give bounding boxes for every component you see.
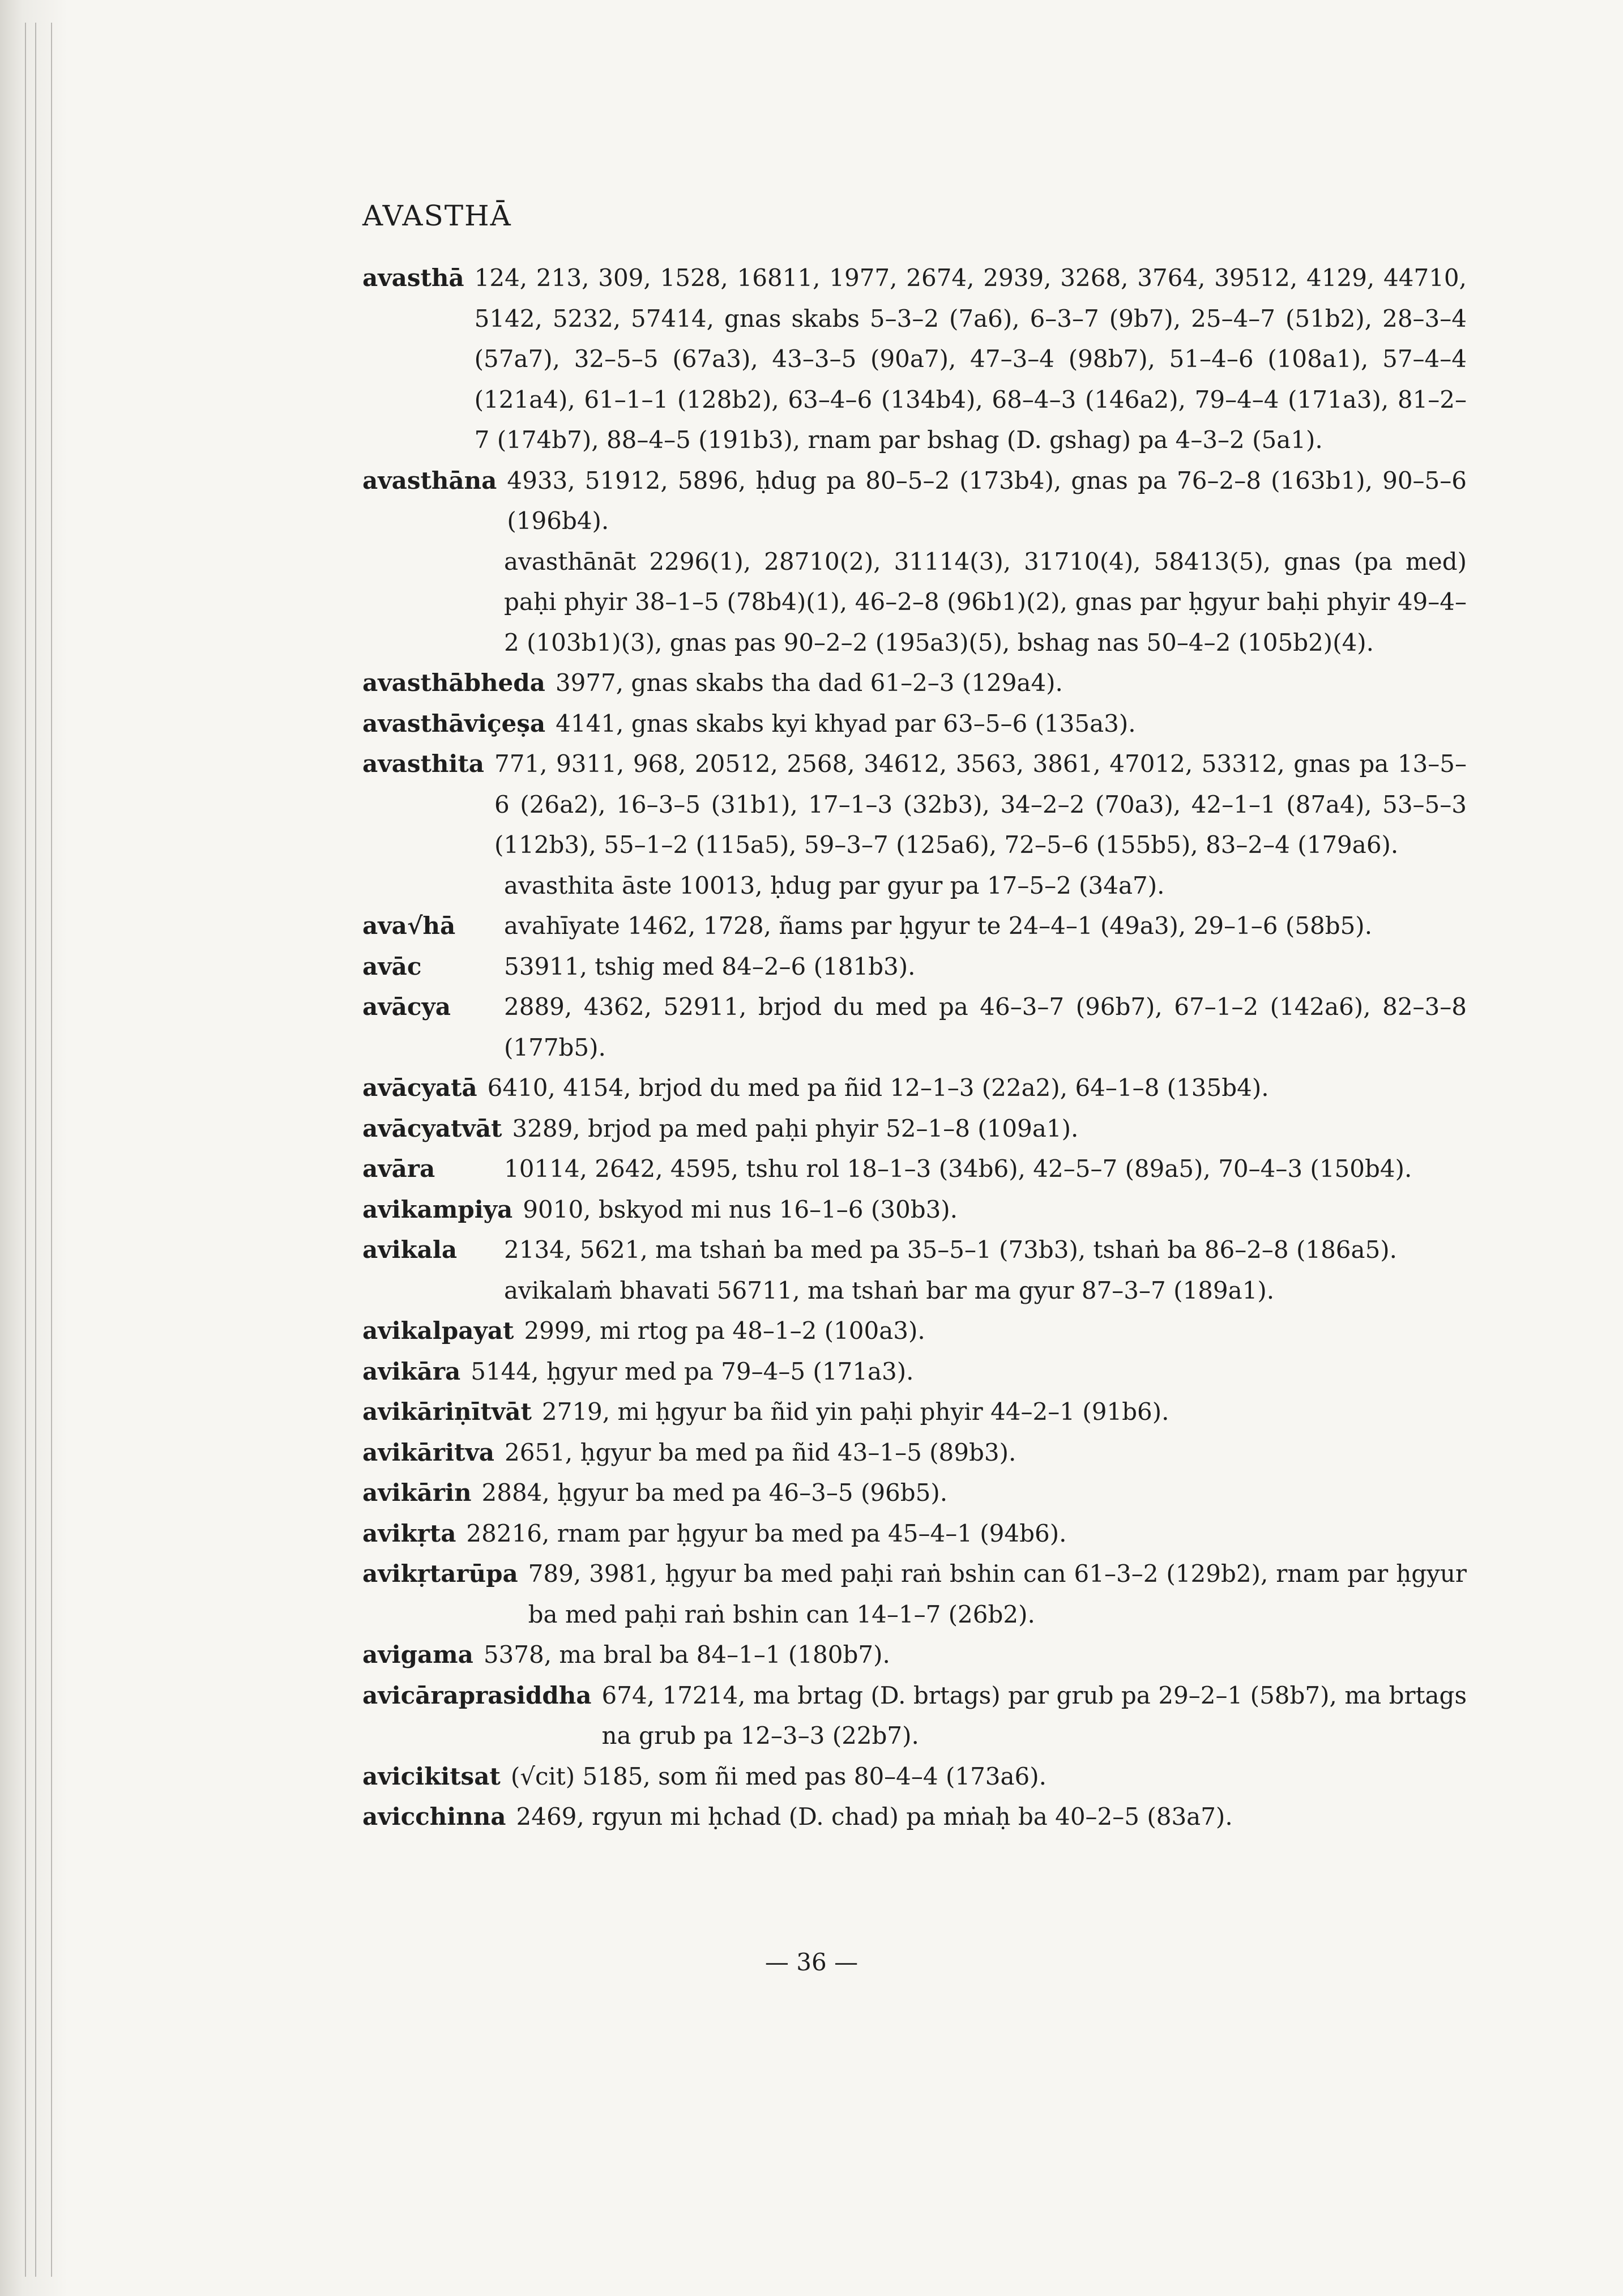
dictionary-entry xyxy=(362,1392,1467,1432)
entry-references: 2134, 5621, ma tshaṅ ba med pa 35–5–1 (73b3), tshaṅ ba 86–2–8 (186a5). xyxy=(504,1236,1398,1264)
dictionary-entry xyxy=(362,1351,1467,1392)
dictionary-entry xyxy=(362,744,1467,865)
entry-references: 2999, mi rtog pa 48–1–2 (100a3). xyxy=(524,1317,925,1345)
entry-subform: avasthānāt 2296(1), 28710(2), 31114(3), 31710(4), 58413(5), gnas (pa med) paḥi phyir 38–1–5 (78b4)(1), 46–2–8 (96b1)(2), gnas par ḥgyur baḥi phyir 49–4–2 (103b1)(3), gnas pas 90–2–2 (195a3)(5), bshag nas 50–4–2 (105b2)(4). xyxy=(504,547,1467,656)
binding-line xyxy=(25,23,26,2277)
page-number: — 36 — xyxy=(764,1948,859,1976)
entry-references: 6410, 4154, brjod du med pa ñid 12–1–3 (22a2), 64–1–8 (135b4). xyxy=(487,1074,1269,1102)
entry-headword: avācya xyxy=(362,993,451,1021)
entry-headword: avikṛta xyxy=(362,1519,456,1547)
entry-references: 4933, 51912, 5896, ḥdug pa 80–5–2 (173b4), gnas pa 76–2–8 (163b1), 90–5–6 (196b4). xyxy=(507,466,1467,535)
entry-references: 3289, brjod pa med paḥi phyir 52–1–8 (109a1). xyxy=(512,1114,1079,1142)
entry-headword: avicikitsat xyxy=(362,1762,501,1790)
entry-references: (√cit) 5185, som ñi med pas 80–4–4 (173a6). xyxy=(510,1762,1047,1790)
entry-headword: avikārin xyxy=(362,1479,472,1507)
entry-headword: avasthita xyxy=(362,750,484,778)
entry-headword: avasthābheda xyxy=(362,669,545,697)
dictionary-entry xyxy=(362,703,1467,744)
entry-references: 124, 213, 309, 1528, 16811, 1977, 2674, 2939, 3268, 3764, 39512, 4129, 44710, 5142, 5232, 57414, gnas skabs 5–3–2 (7a6), 6–3–7 (9b7), 25–4–7 (51b2), 28–3–4 (57a7), 32–5–5 (67a3), 43–3–5 (90a7), 47–3–4 (98b7), 51–4–6 (108a1), 57–4–4 (121a4), 61–1–1 (128b2), 63–4–6 (134b4), 68–4–3 (146a2), 79–4–4 (171a3), 81–2–7 (174b7), 88–4–5 (191b3), rnam par bshag (D. gshag) pa 4–3–2 (5a1). xyxy=(474,264,1467,454)
dictionary-entry xyxy=(362,1554,1467,1634)
dictionary-entry xyxy=(362,1473,1467,1513)
entry-headword: avasthāna xyxy=(362,466,497,494)
entry-references: 2469, rgyun mi ḥchad (D. chad) pa mṅaḥ ba 40–2–5 (83a7). xyxy=(516,1803,1233,1830)
entry-headword: avicāraprasiddha xyxy=(362,1681,592,1709)
dictionary-entry xyxy=(362,1675,1467,1756)
entry-headword: avikāra xyxy=(362,1357,461,1385)
entry-headword: avikṛtarūpa xyxy=(362,1560,518,1587)
entry-headword: ava√hā xyxy=(362,912,456,940)
entry-headword: avāc xyxy=(362,952,422,980)
entry-references: 2889, 4362, 52911, brjod du med pa 46–3–7 (96b7), 67–1–2 (142a6), 82–3–8 (177b5). xyxy=(504,993,1467,1061)
entry-references: 9010, bskyod mi nus 16–1–6 (30b3). xyxy=(523,1195,958,1223)
entry-subform: avasthita āste 10013, ḥdug par gyur pa 17–5–2 (34a7). xyxy=(504,871,1165,899)
entry-headword: avikalpayat xyxy=(362,1317,514,1345)
entry-headword: avicchinna xyxy=(362,1803,506,1830)
entry-headword: avikala xyxy=(362,1236,458,1264)
entry-references: 771, 9311, 968, 20512, 2568, 34612, 3563, 3861, 47012, 53312, gnas pa 13–5–6 (26a2), 16–3–5 (31b1), 17–1–3 (32b3), 34–2–2 (70a3), 42–1–1 (87a4), 53–5–3 (112b3), 55–1–2 (115a5), 59–3–7 (125a6), 72–5–6 (155b5), 83–2–4 (179a6). xyxy=(494,750,1467,859)
entry-references: avahīyate 1462, 1728, ñams par ḥgyur te 24–4–1 (49a3), 29–1–6 (58b5). xyxy=(504,912,1373,940)
entry-references: 674, 17214, ma brtag (D. brtags) par grub pa 29–2–1 (58b7), ma brtags na grub pa 12–3–3 (22b7). xyxy=(601,1681,1467,1749)
binding-line xyxy=(51,23,52,2277)
dictionary-entries xyxy=(362,258,1467,1837)
dictionary-entry xyxy=(362,987,1467,1068)
dictionary-entry xyxy=(362,906,1467,946)
dictionary-entry xyxy=(362,1756,1467,1797)
entry-references: 789, 3981, ḥgyur ba med paḥi raṅ bshin can 61–3–2 (129b2), rnam par ḥgyur ba med paḥi raṅ bshin can 14–1–7 (26b2). xyxy=(528,1560,1467,1628)
entry-headword: avasthā xyxy=(362,264,464,292)
entry-references: 5144, ḥgyur med pa 79–4–5 (171a3). xyxy=(471,1357,914,1385)
entry-references: 3977, gnas skabs tha dad 61–2–3 (129a4). xyxy=(555,669,1063,697)
entry-headword: avikāritva xyxy=(362,1438,494,1466)
dictionary-entry xyxy=(362,663,1467,703)
entry-references: 2719, mi ḥgyur ba ñid yin paḥi phyir 44–2–1 (91b6). xyxy=(541,1398,1169,1426)
dictionary-entry xyxy=(362,460,1467,541)
dictionary-entry xyxy=(362,1513,1467,1554)
page-header: AVASTHĀ xyxy=(362,199,512,232)
dictionary-entry xyxy=(362,1108,1467,1149)
dictionary-entry xyxy=(362,946,1467,987)
dictionary-entry xyxy=(362,1149,1467,1189)
dictionary-entry xyxy=(362,258,1467,460)
entry-headword: avasthāviçeṣa xyxy=(362,709,546,737)
entry-headword: avikāriṇītvāt xyxy=(362,1398,532,1426)
dictionary-entry xyxy=(362,1311,1467,1351)
entry-subform: avikalaṁ bhavati 56711, ma tshaṅ bar ma gyur 87–3–7 (189a1). xyxy=(504,1276,1275,1304)
entry-references: 2651, ḥgyur ba med pa ñid 43–1–5 (89b3). xyxy=(505,1438,1016,1466)
entry-references: 10114, 2642, 4595, tshu rol 18–1–3 (34b6), 42–5–7 (89a5), 70–4–3 (150b4). xyxy=(504,1155,1412,1183)
entry-headword: avācyatvāt xyxy=(362,1114,502,1142)
dictionary-entry xyxy=(362,1796,1467,1837)
entry-references: 4141, gnas skabs kyi khyad par 63–5–6 (135a3). xyxy=(556,709,1136,737)
dictionary-entry xyxy=(362,1189,1467,1230)
dictionary-entry xyxy=(362,1634,1467,1675)
binding-line xyxy=(35,23,36,2277)
entry-references: 5378, ma bral ba 84–1–1 (180b7). xyxy=(483,1641,890,1668)
entry-headword: avigama xyxy=(362,1641,473,1668)
entry-references: 28216, rnam par ḥgyur ba med pa 45–4–1 (94b6). xyxy=(466,1519,1067,1547)
dictionary-entry xyxy=(362,1230,1467,1270)
entry-references: 2884, ḥgyur ba med pa 46–3–5 (96b5). xyxy=(481,1479,948,1507)
dictionary-entry xyxy=(362,1432,1467,1473)
entry-headword: avikampiya xyxy=(362,1195,513,1223)
dictionary-entry xyxy=(362,1068,1467,1108)
entry-headword: avācyatā xyxy=(362,1074,477,1102)
entry-references: 53911, tshig med 84–2–6 (181b3). xyxy=(504,952,916,980)
entry-headword: avāra xyxy=(362,1155,435,1183)
